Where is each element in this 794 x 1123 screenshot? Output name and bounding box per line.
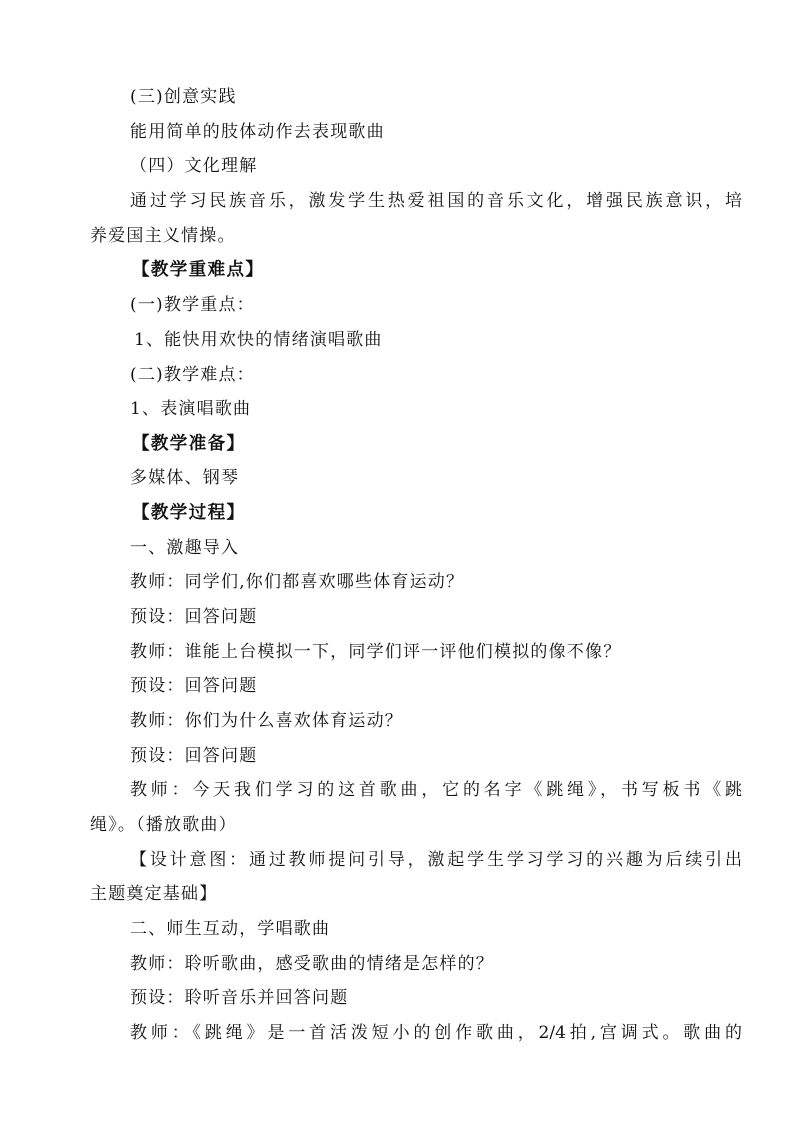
dialogue-line: 教师：聆听歌曲，感受歌曲的情绪是怎样的？ (130, 954, 494, 974)
section-heading-process: 【教学过程】 (132, 503, 246, 523)
subsection-creative-practice: (三)创意实践 (130, 87, 237, 107)
design-intent-line: 主题奠定基础】 (90, 884, 218, 904)
subsection-interaction: 二、师生互动，学唱歌曲 (130, 919, 331, 939)
list-item: 1、能快用欢快的情绪演唱歌曲 (134, 330, 383, 350)
subsection-introduction: 一、激趣导入 (130, 538, 240, 558)
dialogue-line: 预设：回答问题 (130, 746, 258, 766)
dialogue-line: 教师：今天我们学习的这首歌曲，它的名字《跳绳》，书写板书《跳 (130, 780, 742, 800)
paragraph-line: 能用简单的肢体动作去表现歌曲 (130, 122, 385, 142)
dialogue-line: 教师：谁能上台模拟一下，同学们评一评他们模拟的像不像？ (130, 642, 622, 662)
list-item: 1、表演唱歌曲 (130, 399, 252, 419)
section-heading-preparation: 【教学准备】 (132, 434, 246, 454)
paragraph-line: 通过学习民族音乐，激发学生热爱祖国的音乐文化，增强民族意识，培 (130, 191, 742, 211)
dialogue-line: 教师：同学们,你们都喜欢哪些体育运动？ (130, 572, 465, 592)
dialogue-line: 教师：《跳绳》是一首活泼短小的创作歌曲，2/4拍,宫调式。歌曲的 (130, 1023, 742, 1043)
subsection-key-point: (一)教学重点： (130, 295, 255, 315)
dialogue-line: 预设：回答问题 (130, 607, 258, 627)
dialogue-line: 教师：你们为什么喜欢体育运动？ (130, 711, 403, 731)
design-intent-line: 【设计意图：通过教师提问引导，激起学生学习学习的兴趣为后续引出 (130, 850, 742, 870)
paragraph-line: 多媒体、钢琴 (130, 468, 240, 488)
dialogue-line: 预设：回答问题 (130, 676, 258, 696)
dialogue-line: 绳》。（播放歌曲） (90, 815, 237, 835)
paragraph-line: 养爱国主义情操。 (90, 226, 236, 246)
section-heading-key-points: 【教学重难点】 (132, 260, 265, 280)
dialogue-line: 预设：聆听音乐并回答问题 (130, 988, 349, 1008)
subsection-cultural-understanding: （四）文化理解 (130, 156, 258, 176)
subsection-difficult-point: (二)教学难点： (130, 365, 255, 385)
